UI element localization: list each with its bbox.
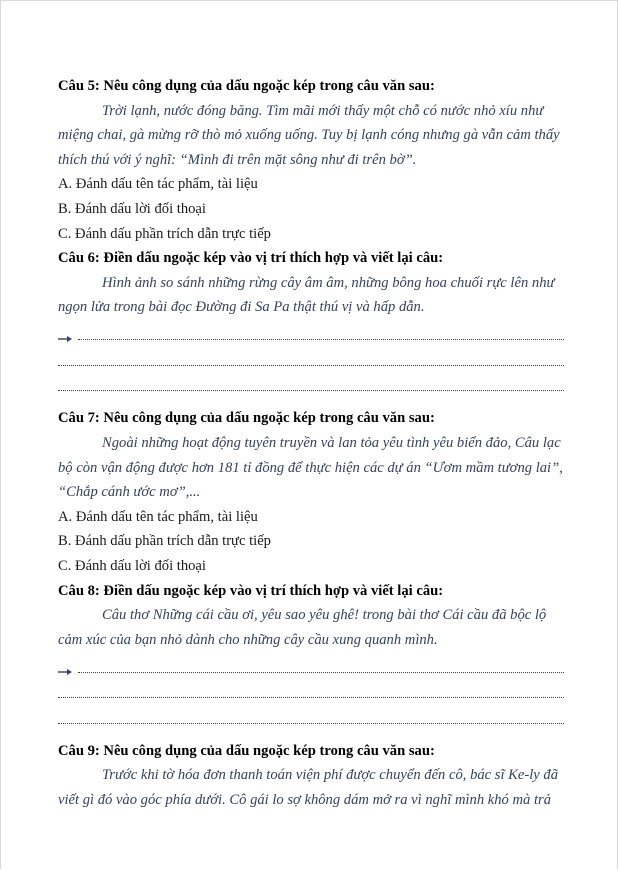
- passage-line: Hình ảnh so sánh những rừng cây âm âm, những bông hoa chuối rực lên như: [102, 274, 555, 291]
- question-title: Câu 6: Điền dấu ngoặc kép vào vị trí thích hợp và viết lại câu:: [58, 250, 444, 267]
- dotted-fill-line: [78, 339, 564, 340]
- question-title: Câu 8: Điền dấu ngoặc kép vào vị trí thích hợp và viết lại câu:: [58, 582, 444, 599]
- passage-line: Trước khi tờ hóa đơn thanh toán viện phí được chuyển đến cô, bác sĩ Ke-ly đã: [102, 767, 559, 784]
- option-b: B. Đánh dấu phần trích dẫn trực tiếp: [58, 533, 271, 550]
- question-passage: [58, 99, 564, 173]
- question-passage: [58, 271, 564, 320]
- question-7: [58, 406, 564, 578]
- option-b: B. Đánh dấu lời đối thoại: [58, 200, 206, 217]
- answer-line[interactable]: [58, 345, 564, 371]
- option-a: A. Đánh dấu tên tác phẩm, tài liệu: [58, 176, 258, 193]
- passage-line: “Chắp cánh ước mơ”,...: [58, 484, 201, 501]
- answer-line[interactable]: [58, 703, 564, 729]
- dotted-fill-line: [58, 390, 564, 391]
- dotted-fill-line: [58, 697, 564, 698]
- right-arrow-icon: [58, 667, 72, 677]
- answer-line[interactable]: [58, 320, 564, 346]
- question-8: [58, 579, 564, 729]
- question-title: Câu 9: Nêu công dụng của dấu ngoặc kép trong câu văn sau:: [58, 742, 435, 759]
- dotted-fill-line: [78, 672, 564, 673]
- passage-line: viết gì đó vào góc phía dưới. Cô gái lo sợ không dám mở ra vì nghĩ mình khó mà trả: [58, 792, 552, 809]
- passage-line: Trời lạnh, nước đóng băng. Tìm mãi mới thấy một chỗ có nước nhỏ xíu như: [102, 102, 544, 119]
- option-c: C. Đánh dấu phần trích dẫn trực tiếp: [58, 225, 271, 242]
- question-9: [58, 739, 564, 813]
- question-5: [58, 74, 564, 246]
- passage-line: bộ còn vận động được hơn 181 tỉ đồng để thực hiện các dự án “Ươm mầm tương lai”,: [58, 459, 563, 476]
- passage-line: Câu thơ Những cái cầu ơi, yêu sao yêu ghê! trong bài thơ Cái cầu đã bộc lộ: [102, 607, 547, 624]
- passage-line: Ngoài những hoạt động tuyên truyền và lan tỏa yêu tình yêu biển đảo, Câu lạc: [102, 435, 561, 452]
- document-content: [58, 74, 564, 813]
- answer-line[interactable]: [58, 652, 564, 678]
- question-title: Câu 5: Nêu công dụng của dấu ngoặc kép trong câu văn sau:: [58, 78, 435, 94]
- answer-line[interactable]: [58, 371, 564, 397]
- passage-line: thích thú với ý nghĩ: “Mình đi trên mặt sông như đi trên bờ”.: [58, 151, 417, 168]
- question-passage: [58, 431, 564, 505]
- right-arrow-icon: [58, 334, 72, 344]
- question-6: [58, 246, 564, 396]
- option-a: A. Đánh dấu tên tác phẩm, tài liệu: [58, 508, 258, 525]
- passage-line: miệng chai, gà mừng rỡ thò mỏ xuống uống. Tuy bị lạnh cóng nhưng gà vẫn cảm thấy: [58, 127, 560, 144]
- question-title: Câu 7: Nêu công dụng của dấu ngoặc kép trong câu văn sau:: [58, 410, 435, 427]
- question-passage: [58, 603, 564, 652]
- dotted-fill-line: [58, 723, 564, 724]
- passage-line: cảm xúc của bạn nhỏ dành cho những cây cầu xung quanh mình.: [58, 631, 438, 648]
- answer-line[interactable]: [58, 678, 564, 704]
- passage-line: ngọn lửa trong bài đọc Đường đi Sa Pa thật thú vị và hấp dẫn.: [58, 299, 425, 316]
- question-passage: [58, 763, 564, 812]
- dotted-fill-line: [58, 365, 564, 366]
- option-c: C. Đánh dấu lời đối thoại: [58, 558, 206, 574]
